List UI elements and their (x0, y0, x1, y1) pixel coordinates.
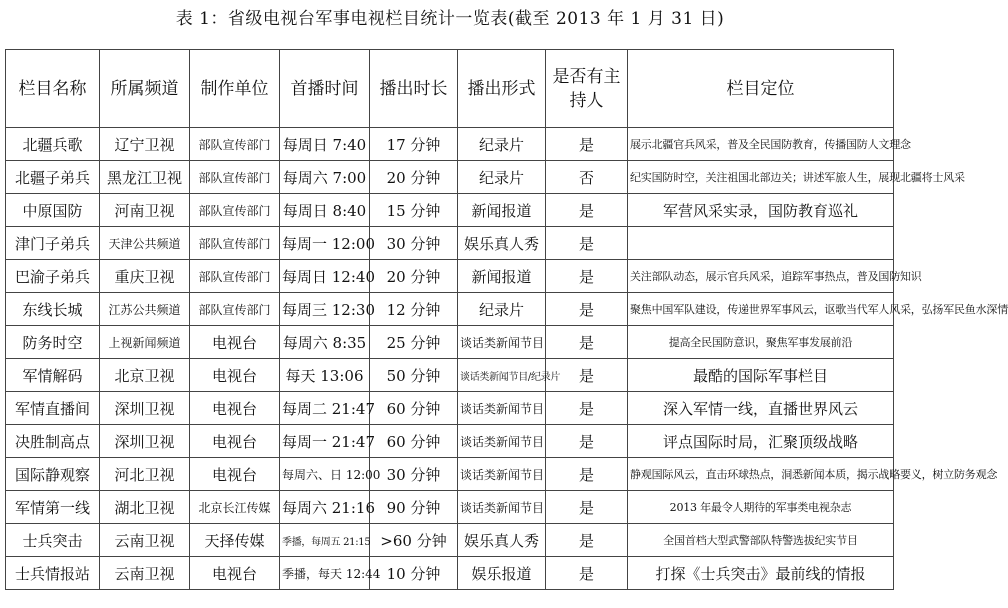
column-header: 栏目定位 (628, 50, 894, 128)
premiere-time-cell: 每天 13:06 (280, 359, 370, 392)
positioning-cell: 最酷的国际军事栏目 (628, 359, 894, 392)
format-cell: 纪录片 (458, 128, 546, 161)
format-cell: 纪录片 (458, 161, 546, 194)
duration-cell: 30 分钟 (370, 227, 458, 260)
column-header: 是否有主持人 (546, 50, 628, 128)
duration-cell: 30 分钟 (370, 458, 458, 491)
channel-cell: 深圳卫视 (100, 425, 190, 458)
format-cell: 谈话类新闻节目 (458, 392, 546, 425)
channel-cell: 云南卫视 (100, 524, 190, 557)
producer-cell: 部队宣传部门 (190, 194, 280, 227)
host-cell: 是 (546, 227, 628, 260)
positioning-cell: 纪实国防时空，关注祖国北部边关；讲述军旅人生，展现北疆将士风采 (628, 161, 894, 194)
program-name-cell: 北疆子弟兵 (6, 161, 100, 194)
premiere-time-cell: 每周三 12:30 (280, 293, 370, 326)
producer-cell: 电视台 (190, 359, 280, 392)
table-row (6, 557, 894, 590)
host-cell: 是 (546, 557, 628, 590)
positioning-cell: 军营风采实录，国防教育巡礼 (628, 194, 894, 227)
program-name-cell: 军情直播间 (6, 392, 100, 425)
table-row (6, 425, 894, 458)
producer-cell: 部队宣传部门 (190, 128, 280, 161)
positioning-cell: 评点国际时局，汇聚顶级战略 (628, 425, 894, 458)
program-name-cell: 军情解码 (6, 359, 100, 392)
premiere-time-cell: 每周六 7:00 (280, 161, 370, 194)
duration-cell: 60 分钟 (370, 392, 458, 425)
host-cell: 是 (546, 425, 628, 458)
channel-cell: 河南卫视 (100, 194, 190, 227)
tv-program-table (5, 49, 1008, 590)
positioning-cell: 打探《士兵突击》最前线的情报 (628, 557, 894, 590)
table-caption: 表 1：省级电视台军事电视栏目统计一览表(截至 2013 年 1 月 31 日) (175, 9, 725, 29)
program-name-cell: 防务时空 (6, 326, 100, 359)
table-row (6, 392, 894, 425)
duration-cell: 25 分钟 (370, 326, 458, 359)
header-row (6, 50, 894, 128)
format-cell: 新闻报道 (458, 260, 546, 293)
host-cell: 是 (546, 293, 628, 326)
host-cell: 是 (546, 524, 628, 557)
premiere-time-cell: 每周日 7:40 (280, 128, 370, 161)
producer-cell: 部队宣传部门 (190, 161, 280, 194)
producer-cell: 北京长江传媒 (190, 491, 280, 524)
premiere-time-cell: 每周日 12:40 (280, 260, 370, 293)
column-header: 播出形式 (458, 50, 546, 128)
duration-cell: 12 分钟 (370, 293, 458, 326)
duration-cell: 20 分钟 (370, 260, 458, 293)
positioning-cell: 2013 年最令人期待的军事类电视杂志 (628, 491, 894, 524)
program-name-cell: 东线长城 (6, 293, 100, 326)
host-cell: 是 (546, 359, 628, 392)
premiere-time-cell: 每周一 12:00 (280, 227, 370, 260)
format-cell: 娱乐真人秀 (458, 227, 546, 260)
duration-cell: 17 分钟 (370, 128, 458, 161)
format-cell: 新闻报道 (458, 194, 546, 227)
format-cell: 谈话类新闻节目 (458, 425, 546, 458)
producer-cell: 部队宣传部门 (190, 227, 280, 260)
premiere-time-cell: 每周一 21:47 (280, 425, 370, 458)
column-header: 首播时间 (280, 50, 370, 128)
host-cell: 是 (546, 260, 628, 293)
format-cell: 谈话类新闻节目/纪录片 (458, 359, 546, 392)
positioning-cell: 聚焦中国军队建设，传递世界军事风云，讴歌当代军人风采，弘扬军民鱼水深情 (628, 293, 894, 326)
channel-cell: 黑龙江卫视 (100, 161, 190, 194)
channel-cell: 上视新闻频道 (100, 326, 190, 359)
program-name-cell: 决胜制高点 (6, 425, 100, 458)
table-row (6, 359, 894, 392)
table-row (6, 293, 894, 326)
table-row (6, 326, 894, 359)
duration-cell: 15 分钟 (370, 194, 458, 227)
positioning-cell: 静观国际风云，直击环球热点，洞悉新闻本质，揭示战略要义，树立防务观念 (628, 458, 894, 491)
program-name-cell: 士兵突击 (6, 524, 100, 557)
table-row (6, 128, 894, 161)
column-header: 制作单位 (190, 50, 280, 128)
table-row (6, 161, 894, 194)
column-header: 栏目名称 (6, 50, 100, 128)
duration-cell: >60 分钟 (370, 524, 458, 557)
premiere-time-cell: 季播，每天 12:44 (280, 557, 370, 590)
positioning-cell (628, 227, 894, 260)
program-name-cell: 北疆兵歌 (6, 128, 100, 161)
host-cell: 否 (546, 161, 628, 194)
producer-cell: 电视台 (190, 425, 280, 458)
host-cell: 是 (546, 491, 628, 524)
format-cell: 纪录片 (458, 293, 546, 326)
host-cell: 是 (546, 128, 628, 161)
host-cell: 是 (546, 326, 628, 359)
format-cell: 谈话类新闻节目 (458, 491, 546, 524)
program-name-cell: 中原国防 (6, 194, 100, 227)
program-name-cell: 士兵情报站 (6, 557, 100, 590)
program-name-cell: 巴渝子弟兵 (6, 260, 100, 293)
channel-cell: 北京卫视 (100, 359, 190, 392)
premiere-time-cell: 每周六、日 12:00 (280, 458, 370, 491)
host-cell: 是 (546, 458, 628, 491)
channel-cell: 重庆卫视 (100, 260, 190, 293)
table-row (6, 227, 894, 260)
table-row (6, 194, 894, 227)
column-header: 播出时长 (370, 50, 458, 128)
program-name-cell: 国际静观察 (6, 458, 100, 491)
table-row (6, 491, 894, 524)
premiere-time-cell: 每周日 8:40 (280, 194, 370, 227)
duration-cell: 20 分钟 (370, 161, 458, 194)
host-cell: 是 (546, 194, 628, 227)
positioning-cell: 全国首档大型武警部队特警选拔纪实节目 (628, 524, 894, 557)
premiere-time-cell: 每周六 8:35 (280, 326, 370, 359)
duration-cell: 50 分钟 (370, 359, 458, 392)
producer-cell: 电视台 (190, 458, 280, 491)
positioning-cell: 关注部队动态，展示官兵风采，追踪军事热点，普及国防知识 (628, 260, 894, 293)
producer-cell: 部队宣传部门 (190, 260, 280, 293)
producer-cell: 电视台 (190, 326, 280, 359)
positioning-cell: 深入军情一线，直播世界风云 (628, 392, 894, 425)
program-name-cell: 军情第一线 (6, 491, 100, 524)
table-row (6, 260, 894, 293)
channel-cell: 深圳卫视 (100, 392, 190, 425)
channel-cell: 湖北卫视 (100, 491, 190, 524)
duration-cell: 60 分钟 (370, 425, 458, 458)
positioning-cell: 提高全民国防意识，聚焦军事发展前沿 (628, 326, 894, 359)
format-cell: 娱乐真人秀 (458, 524, 546, 557)
channel-cell: 辽宁卫视 (100, 128, 190, 161)
duration-cell: 90 分钟 (370, 491, 458, 524)
premiere-time-cell: 每周二 21:47 (280, 392, 370, 425)
duration-cell: 10 分钟 (370, 557, 458, 590)
producer-cell: 电视台 (190, 392, 280, 425)
column-header: 所属频道 (100, 50, 190, 128)
producer-cell: 部队宣传部门 (190, 293, 280, 326)
table-row (6, 458, 894, 491)
premiere-time-cell: 每周六 21:16 (280, 491, 370, 524)
host-cell: 是 (546, 392, 628, 425)
format-cell: 谈话类新闻节目 (458, 326, 546, 359)
table-row (6, 524, 894, 557)
channel-cell: 河北卫视 (100, 458, 190, 491)
channel-cell: 云南卫视 (100, 557, 190, 590)
producer-cell: 天择传媒 (190, 524, 280, 557)
premiere-time-cell: 季播，每周五 21:15 (280, 524, 370, 557)
format-cell: 娱乐报道 (458, 557, 546, 590)
producer-cell: 电视台 (190, 557, 280, 590)
channel-cell: 江苏公共频道 (100, 293, 190, 326)
format-cell: 谈话类新闻节目 (458, 458, 546, 491)
positioning-cell: 展示北疆官兵风采，普及全民国防教育，传播国防人文理念 (628, 128, 894, 161)
program-name-cell: 津门子弟兵 (6, 227, 100, 260)
channel-cell: 天津公共频道 (100, 227, 190, 260)
